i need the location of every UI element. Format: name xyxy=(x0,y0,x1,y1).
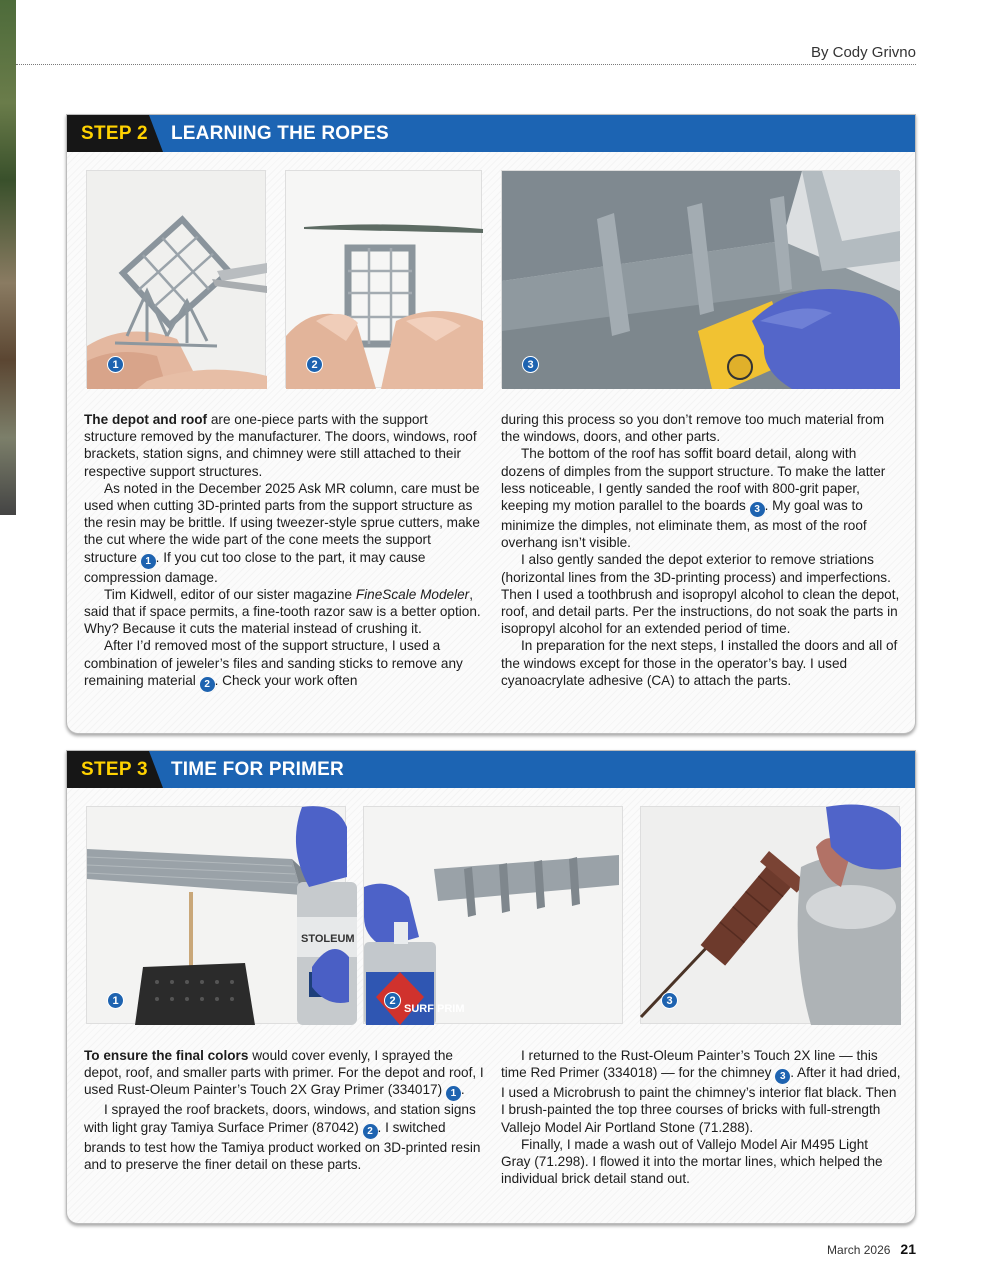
step2-col2-paragraph-4: In preparation for the next steps, I installed the doors and all of the windows except for those in the operator’s bay. I used cyanoacrylate adhesive (CA) to attach the parts. xyxy=(501,638,898,688)
page-number: 21 xyxy=(900,1241,916,1257)
issue-date: March 2026 xyxy=(827,1243,891,1257)
step3-col2-paragraph-1: I returned to the Rust-Oleum Painter’s Touch 2X line — this time Red Primer (334018) — for the chimney 3 . After it had dried, I used a Microbrush to paint the chimney’s interior flat black. Then I brush-painted the top three courses of bricks with full-strength Vallejo Model Air Portland Stone (71.288). xyxy=(501,1048,901,1135)
step2-col2-paragraph-3: I also gently sanded the depot exterior to remove striations (horizontal lines from the 3D-printing process) and imperfections. Then I used a toothbrush and isopropyl alcohol to clean the depot, roof, and detail parts. Per the instructions, do not soak the parts in isopropyl alcohol for an extended period of time. xyxy=(501,552,900,637)
step2-column-1 xyxy=(84,411,481,692)
photo-ref-marker: 3 xyxy=(775,1069,790,1084)
left-edge-photo-strip xyxy=(0,0,16,515)
photo-ref-marker: 2 xyxy=(200,677,215,692)
step2-photo-3 xyxy=(501,170,899,388)
step3-photo-1-marker: 1 xyxy=(107,992,124,1009)
page-folio xyxy=(827,1241,916,1257)
step3-header xyxy=(67,751,915,788)
byline-rule xyxy=(16,64,916,65)
step2-title: LEARNING THE ROPES xyxy=(171,123,389,144)
step3-photo-1 xyxy=(86,806,355,1024)
step2-photo-1 xyxy=(86,170,266,388)
photo-ref-marker: 1 xyxy=(446,1086,461,1101)
photo-ref-marker: 3 xyxy=(750,502,765,517)
step2-col1-paragraph-3: Tim Kidwell, editor of our sister magazine FineScale Modeler, said that if space permits, a fine-tooth razor saw is a better option. Why? Because it cuts the material instead of crushing it. xyxy=(84,586,481,637)
step2-photo-3-marker: 3 xyxy=(522,356,539,373)
step2-col1-paragraph-2: As noted in the December 2025 Ask MR column, care must be used when cutting 3D-printed parts from the support structure as the resin may be brittle. If using tweezer-style sprue cutters, make the cut where the wide part of the cone meets the support structure 1 . If you cut too close to the part, it may cause compression damage. xyxy=(84,480,480,585)
chimney-primer-illustration xyxy=(641,807,901,1025)
step3-col2-paragraph-2: Finally, I made a wash out of Vallejo Model Air M495 Light Gray (71.298). I flowed it into the mortar lines, which helped the individual brick detail stand out. xyxy=(501,1136,883,1187)
step2-col1-paragraph-1: The depot and roof are one-piece parts with the support structure removed by the manufacturer. The doors, windows, roof brackets, station signs, and chimney were still attached to their respective support structures. xyxy=(84,412,477,479)
roof-primer-illustration xyxy=(87,807,355,1025)
step3-can2-label: SURF PRIM xyxy=(404,1003,465,1015)
photo-ref-marker: 2 xyxy=(363,1124,378,1139)
step3-can1-label: STOLEUM xyxy=(301,933,355,945)
step2-photo-1-marker: 1 xyxy=(107,356,124,373)
step2-box xyxy=(66,114,916,734)
step3-photo-3 xyxy=(640,806,900,1024)
step2-col2-paragraph-1: during this process so you don’t remove too much material from the windows, doors, and other parts. xyxy=(501,412,885,445)
step2-label: STEP 2 xyxy=(81,123,148,144)
step2-column-2 xyxy=(501,411,901,689)
step3-box xyxy=(66,750,916,1224)
step3-label: STEP 3 xyxy=(81,759,148,780)
step3-photo-2-marker: 2 xyxy=(384,992,401,1009)
step2-photo-2-marker: 2 xyxy=(306,356,323,373)
brackets-primer-illustration xyxy=(364,807,624,1025)
roof-sanding-illustration xyxy=(502,171,900,389)
step2-photo-2 xyxy=(285,170,482,388)
step3-photo-2 xyxy=(363,806,623,1024)
step2-col2-paragraph-2: The bottom of the roof has soffit board detail, along with dozens of dimples from the support structure. To make the latter less noticeable, I gently sanded the roof with 800-grit paper, keeping my motion parallel to the boards 3 . My goal was to minimize the dimples, not eliminate them, as most of the roof overhang isn’t visible. xyxy=(501,446,886,551)
step3-col1-paragraph-1: To ensure the final colors would cover evenly, I sprayed the depot, roof, and smaller parts with primer. For the depot and roof, I used Rust-Oleum Painter’s Touch 2X Gray Primer (334017) 1 . xyxy=(84,1048,484,1100)
step2-col1-paragraph-4: After I’d removed most of the support structure, I used a combination of jeweler’s files and sanding sticks to remove any remaining material 2 . Check your work often xyxy=(84,638,463,690)
step3-title: TIME FOR PRIMER xyxy=(171,759,344,780)
step3-column-2 xyxy=(501,1047,901,1187)
step3-column-1 xyxy=(84,1047,484,1173)
step3-col1-paragraph-2: I sprayed the roof brackets, doors, windows, and station signs with light gray Tamiya Surface Primer (87042) 2 . I switched brands to test how the Tamiya product worked on 3D-printed resin and to preserve the finer detail on these parts. xyxy=(84,1102,481,1172)
photo-ref-marker: 1 xyxy=(141,554,156,569)
step3-photo-3-marker: 3 xyxy=(661,992,678,1009)
step2-header xyxy=(67,115,915,152)
byline: By Cody Grivno xyxy=(810,44,916,61)
